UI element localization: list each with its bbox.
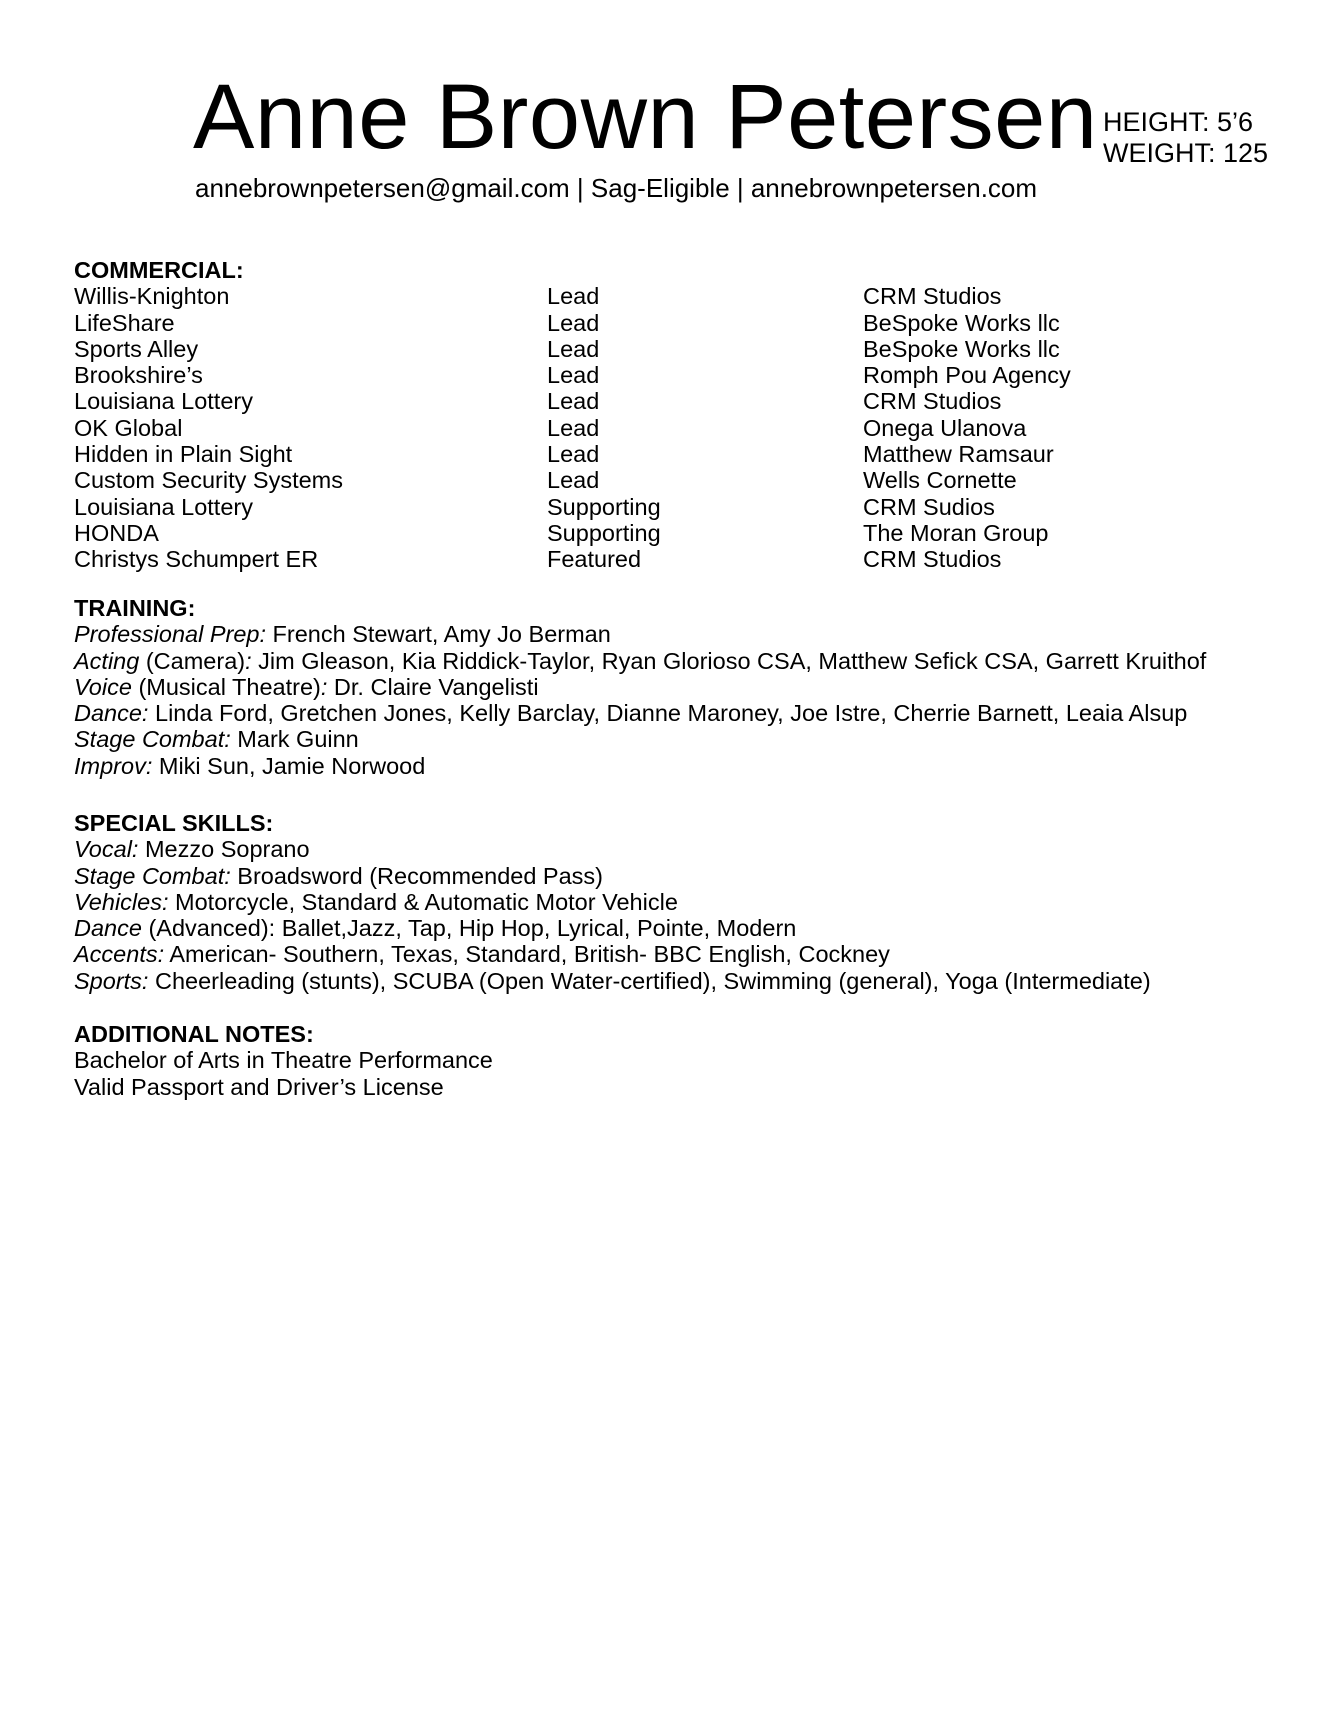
item-label: Vocal: <box>74 836 139 863</box>
section-title: TRAINING: <box>74 595 196 621</box>
list-item <box>74 915 1151 941</box>
item-text: Jim Gleason, Kia Riddick-Taylor, Ryan Glorioso CSA, Matthew Sefick CSA, Garrett Kruithof <box>251 647 1207 674</box>
project-cell: Sports Alley <box>74 335 199 362</box>
item-label: Vehicles: <box>74 888 169 915</box>
item-qualifier: (Advanced): <box>141 915 276 942</box>
additional-notes-section <box>74 1021 493 1100</box>
company-cell: BeSpoke Works llc <box>863 309 1060 336</box>
role-cell: Supporting <box>547 519 661 546</box>
table-row <box>74 494 1263 520</box>
company-cell: Romph Pou Agency <box>863 362 1071 389</box>
item-label-end: : <box>245 647 252 674</box>
item-text: Cheerleading (stunts), SCUBA (Open Water-certified), Swimming (general), Yoga (Intermediate) <box>148 967 1151 994</box>
list-item <box>74 648 1206 674</box>
role-cell: Supporting <box>547 493 661 520</box>
list-item <box>74 753 1206 779</box>
company-cell: Wells Cornette <box>863 467 1017 494</box>
table-row <box>74 467 1263 493</box>
section-title: COMMERCIAL: <box>74 257 244 283</box>
item-label: Acting <box>74 647 140 674</box>
company-cell: BeSpoke Works llc <box>863 335 1060 362</box>
list-item <box>74 968 1151 994</box>
item-label: Voice <box>74 673 132 700</box>
project-cell: Louisiana Lottery <box>74 493 253 520</box>
role-cell: Lead <box>547 362 600 389</box>
table-row <box>74 336 1263 362</box>
table-row <box>74 283 1263 309</box>
table-row <box>74 415 1263 441</box>
item-text: French Stewart, Amy Jo Berman <box>266 621 611 648</box>
item-text: Mark Guinn <box>230 726 359 753</box>
company-cell: CRM Studios <box>863 546 1002 573</box>
project-cell: Christys Schumpert ER <box>74 546 319 573</box>
project-cell: Brookshire’s <box>74 362 203 389</box>
project-cell: Custom Security Systems <box>74 467 344 494</box>
physical-stats <box>1103 107 1268 169</box>
company-cell: CRM Studios <box>863 283 1002 310</box>
list-item <box>74 941 1151 967</box>
table-row <box>74 362 1263 388</box>
role-cell: Lead <box>547 414 600 441</box>
company-cell: Onega Ulanova <box>863 414 1027 441</box>
table-row <box>74 310 1263 336</box>
item-qualifier: (Camera) <box>139 647 246 674</box>
item-qualifier: (Musical Theatre) <box>131 673 321 700</box>
role-cell: Lead <box>547 335 600 362</box>
item-text: Ballet,Jazz, Tap, Hip Hop, Lyrical, Pointe, Modern <box>275 915 797 942</box>
training-section <box>74 595 1206 779</box>
list-item: Valid Passport and Driver’s License <box>74 1073 444 1100</box>
role-cell: Featured <box>547 546 642 573</box>
list-item: Bachelor of Arts in Theatre Performance <box>74 1047 493 1074</box>
additional-notes-list <box>74 1047 493 1100</box>
role-cell: Lead <box>547 309 600 336</box>
item-text: Broadsword (Recommended Pass) <box>230 862 604 889</box>
list-item <box>74 700 1206 726</box>
item-text: Motorcycle, Standard & Automatic Motor Vehicle <box>168 888 678 915</box>
item-text: Miki Sun, Jamie Norwood <box>152 752 426 779</box>
contact-line: annebrownpetersen@gmail.com | Sag-Eligible | annebrownpetersen.com <box>195 173 1038 203</box>
section-title: ADDITIONAL NOTES: <box>74 1021 314 1047</box>
list-item <box>74 889 1151 915</box>
item-label: Professional Prep: <box>74 621 267 648</box>
company-cell: The Moran Group <box>863 519 1049 546</box>
weight-stat: WEIGHT: 125 <box>1103 138 1269 168</box>
section-title: SPECIAL SKILLS: <box>74 810 274 836</box>
list-item <box>74 674 1206 700</box>
list-item <box>74 621 1206 647</box>
item-label-end: : <box>320 673 328 700</box>
table-row <box>74 546 1263 572</box>
item-text: Dr. Claire Vangelisti <box>327 673 539 700</box>
project-cell: Willis-Knighton <box>74 283 230 310</box>
table-row <box>74 388 1263 414</box>
list-item <box>74 836 1151 862</box>
project-cell: Hidden in Plain Sight <box>74 441 293 468</box>
item-text: American- Southern, Texas, Standard, British- BBC English, Cockney <box>164 941 890 968</box>
role-cell: Lead <box>547 283 600 310</box>
commercial-table <box>74 283 1263 572</box>
actor-name: Anne Brown Petersen <box>193 66 1098 168</box>
item-label: Dance <box>74 915 142 942</box>
commercial-section <box>74 257 1263 573</box>
company-cell: CRM Sudios <box>863 493 995 520</box>
item-text: Linda Ford, Gretchen Jones, Kelly Barclay, Dianne Maroney, Joe Istre, Cherrie Barnett, Leaia Alsup <box>148 700 1188 727</box>
table-row <box>74 441 1263 467</box>
role-cell: Lead <box>547 441 600 468</box>
item-label: Improv: <box>74 752 153 779</box>
table-row <box>74 520 1263 546</box>
special-skills-section <box>74 810 1151 994</box>
project-cell: HONDA <box>74 519 159 546</box>
project-cell: OK Global <box>74 414 183 441</box>
item-label: Sports: <box>74 967 149 994</box>
item-text: Mezzo Soprano <box>138 836 310 863</box>
item-label: Stage Combat: <box>74 862 231 889</box>
item-label: Stage Combat: <box>74 726 231 753</box>
project-cell: Louisiana Lottery <box>74 388 253 415</box>
list-item <box>74 863 1151 889</box>
project-cell: LifeShare <box>74 309 175 336</box>
special-skills-list <box>74 836 1151 994</box>
list-item <box>74 726 1206 752</box>
role-cell: Lead <box>547 467 600 494</box>
training-list <box>74 621 1206 779</box>
company-cell: CRM Studios <box>863 388 1002 415</box>
item-label: Dance: <box>74 700 149 727</box>
item-label: Accents: <box>74 941 165 968</box>
company-cell: Matthew Ramsaur <box>863 441 1054 468</box>
role-cell: Lead <box>547 388 600 415</box>
height-stat: HEIGHT: 5’6 <box>1103 107 1254 137</box>
